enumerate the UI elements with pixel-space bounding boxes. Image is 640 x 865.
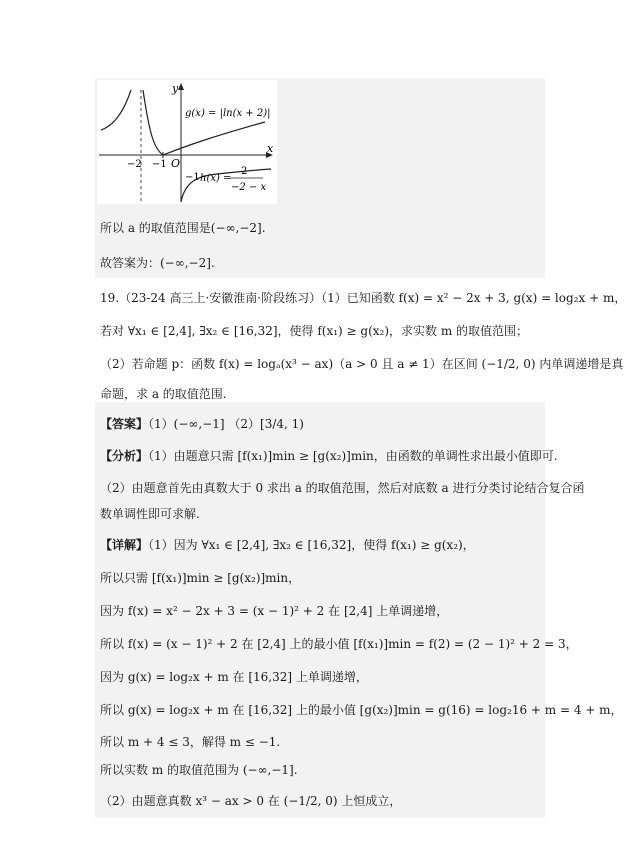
analysis-line1 <box>100 448 558 464</box>
answer-line <box>100 416 304 432</box>
tick-neg1-label: −1 <box>152 159 167 170</box>
g-curve <box>143 90 265 155</box>
y-axis-label: y <box>172 82 179 95</box>
left-branch-curve <box>101 90 131 130</box>
question-19-line3: （2）若命题 p：函数 f(x) = logₐ(x³ − ax)（a > 0 且 a ≠ 1）在区间 (−1/2, 0) 内单调递增是真 <box>100 357 624 371</box>
h-function-label: h(x) = <box>200 173 232 184</box>
graph-svg <box>97 80 277 204</box>
detail-line2: 所以只需 [f(x₁)]min ≥ [g(x₂)]min， <box>100 571 301 585</box>
tick-neg1-lower-label: −1 <box>185 172 200 183</box>
g-function-label: g(x) = |ln(x + 2)| <box>185 108 271 119</box>
detail-text1: （1）因为 ∀x₁ ∈ [2,4], ∃x₂ ∈ [16,32]，使得 f(x₁) ≥ g(x₂)， <box>148 538 475 552</box>
question-19-line2: 若对 ∀x₁ ∈ [2,4], ∃x₂ ∈ [16,32]，使得 f(x₁) ≥ g(x₂)，求实数 m 的取值范围； <box>100 324 529 338</box>
h-numerator: 2 <box>241 166 248 177</box>
question-19-line1: 19.（23-24 高三上·安徽淮南·阶段练习）（1）已知函数 f(x) = x² − 2x + 3, g(x) = log₂x + m， <box>100 291 627 305</box>
detail-line8: 所以实数 m 的取值范围为 (−∞,−1]. <box>100 763 298 777</box>
y-axis-arrow <box>178 83 184 90</box>
x-axis-label: x <box>267 142 274 155</box>
question-19-line4: 命题，求 a 的取值范围. <box>100 387 227 401</box>
function-graph <box>97 80 277 204</box>
answer-tag: 【答案】 <box>100 417 149 431</box>
analysis-line2: （2）由题意首先由真数大于 0 求出 a 的取值范围，然后对底数 a 进行分类讨论结合复合函 <box>100 481 585 495</box>
origin-label: O <box>171 157 181 170</box>
detail-line1 <box>100 537 475 553</box>
detail-line5: 因为 g(x) = log₂x + m 在 [16,32] 上单调递增， <box>100 670 368 684</box>
analysis-text1: （1）由题意只需 [f(x₁)]min ≥ [g(x₂)]min，由函数的单调性求出最小值即可. <box>148 449 558 463</box>
range-conclusion: 所以 a 的取值范围是(−∞,−2]. <box>100 221 266 235</box>
detail-line7: 所以 m + 4 ≤ 3，解得 m ≤ −1. <box>100 735 281 749</box>
detail-tag: 【详解】 <box>100 538 149 552</box>
detail-line6: 所以 g(x) = log₂x + m 在 [16,32] 上的最小值 [g(x₂)]min = g(16) = log₂16 + m = 4 + m， <box>100 703 623 717</box>
analysis-tag: 【分析】 <box>100 449 149 463</box>
h-denominator: −2 − x <box>231 182 267 193</box>
answer-conclusion: 故答案为：(−∞,−2]. <box>100 256 215 270</box>
detail-line3: 因为 f(x) = x² − 2x + 3 = (x − 1)² + 2 在 [2,4] 上单调递增， <box>100 604 449 618</box>
answer-text: （1）(−∞,−1] （2）[3/4, 1) <box>148 417 304 431</box>
tick-neg2-label: −2 <box>127 159 142 170</box>
detail-line4: 所以 f(x) = (x − 1)² + 2 在 [2,4] 上的最小值 [f(x₁)]min = f(2) = (2 − 1)² + 2 = 3， <box>100 637 578 651</box>
detail-line9: （2）由题意真数 x³ − ax > 0 在 (−1/2, 0) 上恒成立， <box>100 794 402 808</box>
analysis-line3: 数单调性即可求解. <box>100 507 200 521</box>
